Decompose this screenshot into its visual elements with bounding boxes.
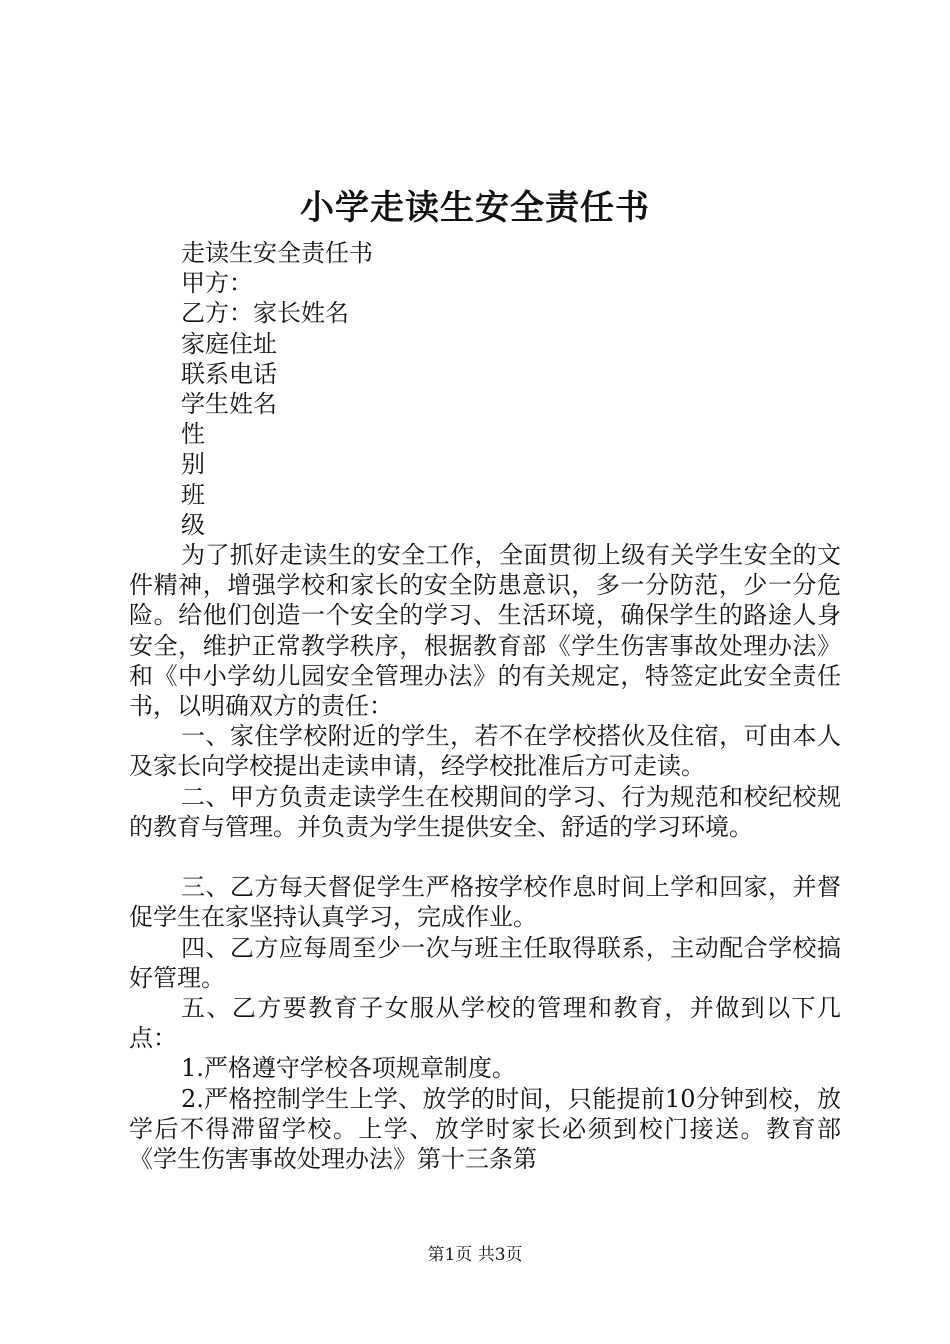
clause-1-paragraph: 一、家住学校附近的学生，若不在学校搭伙及住宿，可由本人及家长向学校提出走读申请，经学校批准后方可走读。: [129, 722, 841, 781]
paragraph-spacer: [129, 842, 841, 872]
intro-paragraph: 为了抓好走读生的安全工作，全面贯彻上级有关学生安全的文件精神，增强学校和家长的安全防患意识，多一分防范，少一分危险。给他们创造一个安全的学习、生活环境，确保学生的路途人身安全，维护正常教学秩序，根据教育部《学生伤害事故处理办法》和《中小学幼儿园安全管理办法》的有关规定，特签定此安全责任书，以明确双方的责任：: [129, 541, 841, 721]
document-title: 小学走读生安全责任书: [300, 188, 650, 228]
gender-line-1: 性: [181, 420, 205, 449]
class-line-2: 级: [181, 510, 205, 539]
phone-line: 联系电话: [181, 359, 277, 388]
document-body: [129, 238, 841, 1174]
rule-2-paragraph: 2.严格控制学生上学、放学的时间，只能提前10分钟到校，放学后不得滞留学校。上学、放学时家长必须到校门接送。教育部《学生伤害事故处理办法》第十三条第: [129, 1084, 841, 1174]
page-number: 第1页 共3页: [427, 1245, 523, 1265]
clause-3-paragraph: 三、乙方每天督促学生严格按学校作息时间上学和回家，并督促学生在家坚持认真学习，完成作业。: [129, 873, 841, 932]
student-name-line: 学生姓名: [181, 390, 277, 419]
rule-1-paragraph: 1.严格遵守学校各项规章制度。: [181, 1054, 516, 1083]
address-line: 家庭住址: [181, 329, 277, 358]
clause-4-paragraph: 四、乙方应每周至少一次与班主任取得联系，主动配合学校搞好管理。: [129, 933, 841, 992]
clause-5-paragraph: 五、乙方要教育子女服从学校的管理和教育，并做到以下几点：: [129, 994, 841, 1053]
party-a-line: 甲方：: [181, 269, 253, 298]
class-line-1: 班: [181, 480, 205, 509]
subtitle-line: 走读生安全责任书: [181, 239, 373, 267]
gender-line-2: 别: [181, 450, 205, 479]
clause-2-paragraph: 二、甲方负责走读学生在校期间的学习、行为规范和校纪校规的教育与管理。并负责为学生提供安全、舒适的学习环境。: [129, 782, 841, 841]
party-b-line: 乙方：家长姓名: [181, 299, 349, 328]
